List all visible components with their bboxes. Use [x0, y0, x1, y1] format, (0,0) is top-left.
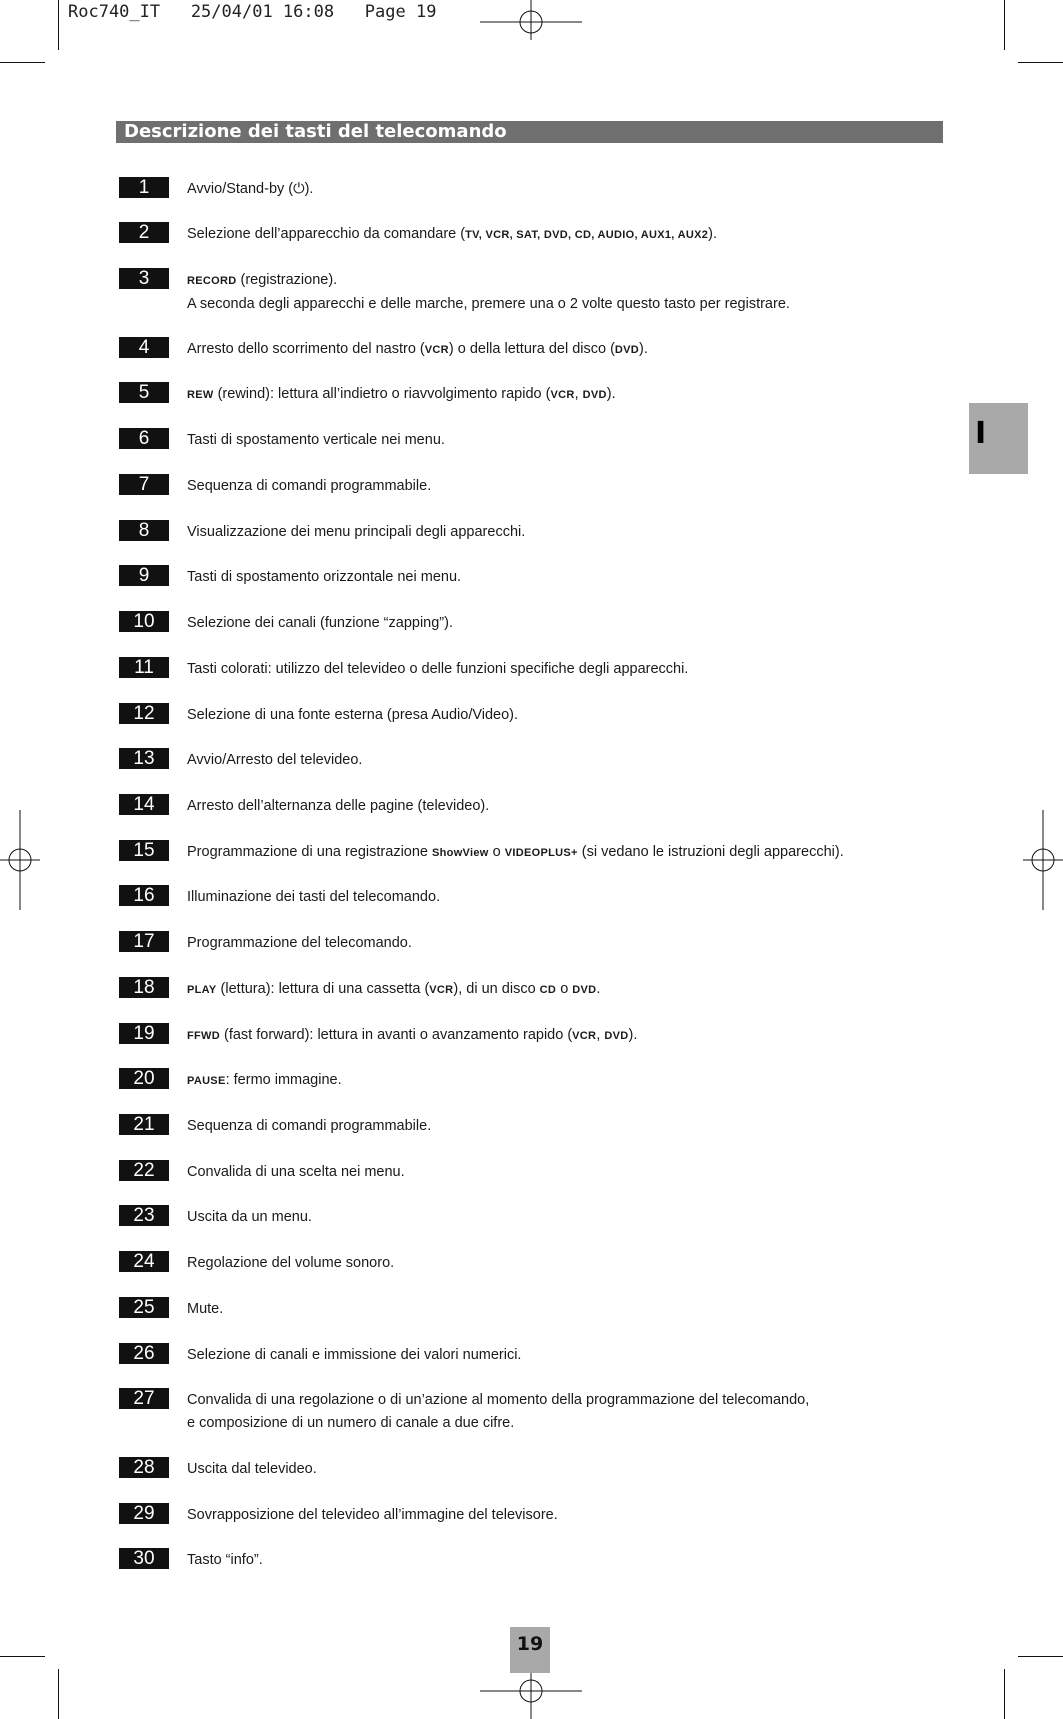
description-text: Avvio/Arresto del televideo. — [187, 752, 363, 768]
key-label-bold: PLAY — [187, 984, 217, 996]
key-number-badge: 1 — [119, 177, 169, 198]
key-number-badge: 4 — [119, 337, 169, 358]
key-label-bold: REW — [187, 389, 214, 401]
description-line — [187, 475, 431, 498]
key-number-badge: 15 — [119, 840, 169, 861]
description-line — [187, 223, 717, 247]
key-description — [187, 1549, 263, 1572]
description-line — [187, 1252, 394, 1275]
key-number-badge: 21 — [119, 1114, 169, 1135]
crop-mark-top-left-v — [58, 0, 59, 50]
crop-mark-top-left-h — [0, 62, 45, 63]
key-description — [187, 749, 362, 772]
key-label-bold: DVD — [572, 984, 597, 996]
description-text: Programmazione del telecomando. — [187, 935, 412, 951]
crop-mark-bottom-left-v — [58, 1669, 59, 1719]
key-description — [187, 178, 313, 201]
key-label-bold: PAUSE — [187, 1075, 226, 1087]
description-text: Arresto dell’alternanza delle pagine (televideo). — [187, 798, 490, 814]
description-text: ). — [628, 1027, 638, 1043]
description-line — [187, 1298, 223, 1321]
description-text: Programmazione di una registrazione — [187, 844, 433, 860]
key-number-badge: 28 — [119, 1457, 169, 1478]
crop-mark-top-right-v — [1004, 0, 1005, 50]
section-title-bar — [116, 121, 943, 143]
description-text: (rewind): lettura all’indietro o riavvolgimento rapido ( — [213, 386, 551, 402]
key-description — [187, 475, 431, 498]
description-text: o — [488, 844, 505, 860]
key-description — [187, 932, 412, 955]
key-description — [187, 1458, 317, 1481]
description-line — [187, 338, 648, 362]
key-number-badge: 5 — [119, 382, 169, 403]
description-text: Tasti di spostamento orizzontale nei menu. — [187, 569, 462, 585]
registration-mark-bottom — [480, 1669, 582, 1719]
description-text: ). — [606, 386, 616, 402]
key-label-bold: RECORD — [187, 275, 237, 287]
description-text: Convalida di una regolazione o di un’azione al momento della programmazione del telecomando, — [187, 1392, 810, 1408]
key-label-bold: FFWD — [187, 1030, 220, 1042]
key-label-bold: VCR — [429, 984, 454, 996]
key-label-bold: VCR — [572, 1030, 597, 1042]
key-number-badge: 24 — [119, 1251, 169, 1272]
key-description — [187, 978, 600, 1002]
key-description — [187, 429, 445, 452]
key-number-badge: 3 — [119, 268, 169, 289]
description-text: Selezione dell’apparecchio da comandare ( — [187, 226, 466, 242]
description-line — [187, 978, 600, 1002]
description-line — [187, 269, 790, 293]
description-text: Tasti colorati: utilizzo del televideo o delle funzioni specifiche degli apparecchi. — [187, 661, 689, 677]
crop-mark-bottom-left-h — [0, 1656, 45, 1657]
key-number-badge: 30 — [119, 1548, 169, 1569]
key-label-bold: VIDEOPLUS+ — [504, 847, 578, 859]
description-line — [187, 658, 688, 681]
page-number: 19 — [516, 1633, 544, 1655]
description-text: Avvio/Stand-by (⏻). — [187, 181, 314, 197]
key-number-badge: 27 — [119, 1388, 169, 1409]
description-line-2: e composizione di un numero di canale a due cifre. — [187, 1415, 515, 1431]
description-line — [187, 932, 412, 955]
description-line — [187, 704, 518, 727]
description-line — [187, 178, 313, 201]
description-line — [187, 612, 453, 635]
description-text: o — [556, 981, 573, 997]
description-line — [187, 1458, 317, 1481]
key-number-badge: 9 — [119, 565, 169, 586]
key-number-badge: 25 — [119, 1297, 169, 1318]
description-text: (si vedano le istruzioni degli apparecchi). — [577, 844, 844, 860]
key-number-badge: 13 — [119, 748, 169, 769]
key-number-badge: 18 — [119, 977, 169, 998]
key-description — [187, 612, 453, 635]
description-line — [187, 1504, 558, 1527]
key-description — [187, 383, 616, 407]
crop-mark-top-right-h — [1018, 62, 1063, 63]
description-text: (registrazione). — [236, 272, 338, 288]
key-description — [187, 1344, 521, 1367]
key-label-bold: TV, VCR, SAT, DVD, CD, AUDIO, AUX1, AUX2 — [465, 229, 709, 241]
description-line — [187, 795, 489, 818]
description-line — [187, 521, 525, 544]
description-text: Regolazione del volume sonoro. — [187, 1255, 395, 1271]
key-description — [187, 1161, 405, 1184]
description-text: Selezione di una fonte esterna (presa Audio/Video). — [187, 707, 519, 723]
key-description — [187, 338, 648, 362]
key-number-badge: 10 — [119, 611, 169, 632]
description-line — [187, 1069, 342, 1093]
key-number-badge: 20 — [119, 1068, 169, 1089]
registration-mark-left — [0, 810, 40, 910]
description-line — [187, 886, 440, 909]
description-text: Selezione dei canali (funzione “zapping”). — [187, 615, 453, 631]
description-text: (lettura): lettura di una cassetta ( — [216, 981, 430, 997]
description-line — [187, 383, 616, 407]
description-line — [187, 1549, 263, 1572]
key-label-bold: DVD — [604, 1030, 629, 1042]
key-description — [187, 795, 489, 818]
key-label-bold: VCR — [424, 344, 449, 356]
key-number-badge: 26 — [119, 1343, 169, 1364]
key-description — [187, 1252, 394, 1275]
key-number-badge: 19 — [119, 1023, 169, 1044]
description-text: Sequenza di comandi programmabile. — [187, 1118, 432, 1134]
registration-mark-top — [480, 0, 582, 50]
registration-mark-right — [1023, 810, 1063, 910]
description-text: Mute. — [187, 1301, 224, 1317]
description-text: Uscita dal televideo. — [187, 1461, 317, 1477]
language-side-tab — [969, 403, 1028, 474]
key-description — [187, 521, 525, 544]
key-label-bold: CD — [539, 984, 557, 996]
description-text: (fast forward): lettura in avanti o avanzamento rapido ( — [219, 1027, 573, 1043]
key-number-badge: 12 — [119, 703, 169, 724]
key-label-bold: DVD — [582, 389, 607, 401]
description-line — [187, 1206, 312, 1229]
description-line — [187, 1024, 637, 1048]
description-text: Visualizzazione dei menu principali degli apparecchi. — [187, 524, 526, 540]
key-description — [187, 269, 790, 316]
description-text: ). — [639, 341, 648, 357]
description-text: Sovrapposizione del televideo all’immagine del televisore. — [187, 1507, 558, 1523]
key-description — [187, 841, 844, 865]
description-text: Arresto dello scorrimento del nastro ( — [187, 341, 425, 357]
description-line — [187, 749, 362, 772]
key-description — [187, 1206, 312, 1229]
page-number-box — [510, 1627, 550, 1673]
crop-mark-bottom-right-v — [1004, 1669, 1005, 1719]
key-description — [187, 1298, 223, 1321]
key-description — [187, 1115, 431, 1138]
description-text: Tasto “info”. — [187, 1552, 263, 1568]
print-header: Roc740_IT 25/04/01 16:08 Page 19 — [68, 2, 437, 22]
key-description — [187, 1069, 342, 1093]
description-text: Illuminazione dei tasti del telecomando. — [187, 889, 441, 905]
side-tab-label: I — [975, 416, 987, 451]
description-text: , — [596, 1027, 605, 1043]
key-number-badge: 6 — [119, 428, 169, 449]
key-description — [187, 704, 518, 727]
key-number-badge: 16 — [119, 885, 169, 906]
key-description — [187, 1389, 809, 1435]
description-line — [187, 429, 445, 452]
description-text: Uscita da un menu. — [187, 1209, 312, 1225]
key-number-badge: 17 — [119, 931, 169, 952]
description-line — [187, 1161, 405, 1184]
key-label-bold: VCR — [550, 389, 575, 401]
description-line — [187, 566, 461, 589]
description-text: Selezione di canali e immissione dei valori numerici. — [187, 1347, 522, 1363]
key-description — [187, 223, 717, 247]
key-number-badge: 29 — [119, 1503, 169, 1524]
description-text: : fermo immagine. — [225, 1072, 342, 1088]
key-number-badge: 7 — [119, 474, 169, 495]
description-line — [187, 1389, 809, 1412]
description-text: ), di un disco — [453, 981, 540, 997]
description-line — [187, 1115, 431, 1138]
description-text: Sequenza di comandi programmabile. — [187, 478, 432, 494]
key-number-badge: 8 — [119, 520, 169, 541]
key-description — [187, 1504, 558, 1527]
key-description — [187, 886, 440, 909]
description-text: ) o della lettura del disco ( — [448, 341, 615, 357]
key-number-badge: 2 — [119, 222, 169, 243]
key-number-badge: 23 — [119, 1205, 169, 1226]
section-title: Descrizione dei tasti del telecomando — [124, 121, 507, 142]
key-label-bold: ShowView — [432, 847, 489, 859]
description-text: . — [596, 981, 601, 997]
description-line — [187, 841, 844, 865]
key-number-badge: 14 — [119, 794, 169, 815]
description-text: , — [574, 386, 583, 402]
key-number-badge: 22 — [119, 1160, 169, 1181]
description-line — [187, 1344, 521, 1367]
key-number-badge: 11 — [119, 657, 169, 678]
crop-mark-bottom-right-h — [1018, 1656, 1063, 1657]
key-description — [187, 566, 461, 589]
key-description — [187, 658, 688, 681]
description-text: Tasti di spostamento verticale nei menu. — [187, 432, 445, 448]
description-text: Convalida di una scelta nei menu. — [187, 1164, 405, 1180]
key-label-bold: DVD — [614, 344, 640, 356]
description-line-2: A seconda degli apparecchi e delle marche, premere una o 2 volte questo tasto per registrare. — [187, 296, 790, 312]
description-text: ). — [708, 226, 717, 242]
key-description — [187, 1024, 637, 1048]
